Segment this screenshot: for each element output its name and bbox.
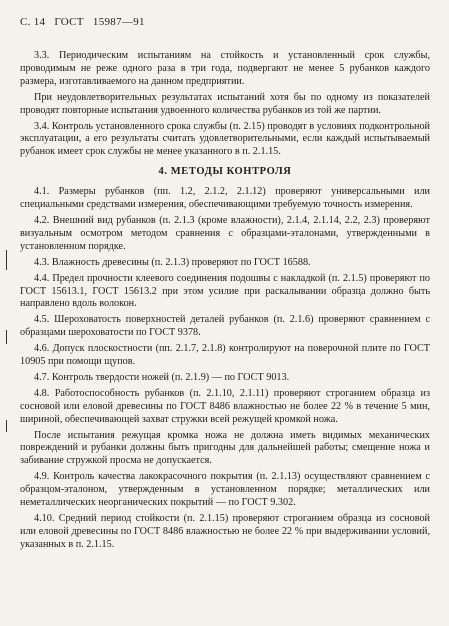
paragraph-4-8: 4.8. Работоспособность рубанков (п. 2.1.10, 2.1.11) проверяют строганием образца из сосновой или еловой древесины по ГОСТ 8486 влажностью не более 22 % в течение 5 мин, шириной, обеспечивающей захват стружки всей режущей кромкой ножа. [20, 387, 430, 425]
document-body [20, 50, 430, 555]
paragraph-4-6: 4.6. Допуск плоскостности (пп. 2.1.7, 2.1.8) контролируют на поверочной плите по ГОСТ 10905 при помощи щупов. [20, 343, 430, 368]
page-header [20, 16, 430, 28]
paragraph-4-2: 4.2. Внешний вид рубанков (п. 2.1.3 (кроме влажности), 2.1.4, 2.1.14, 2.2, 2.3) проверяют визуальным осмотром методом сравнения с образцами-эталонами, утвержденными в установленном порядке. [20, 214, 430, 252]
standard-label: ГОСТ [54, 16, 84, 28]
margin-mark [6, 250, 7, 270]
margin-mark [6, 420, 7, 432]
paragraph-3-4: 3.4. Контроль установленного срока службы (п. 2.15) проводят в условиях подконтрольной эксплуатации, а его результаты считать удовлетворительными, если каждый испытываемый рубанок имеет срок службы не менее указанного в п. 2.1.15. [20, 120, 430, 158]
paragraph-4-10: 4.10. Средний период стойкости (п. 2.1.15) проверяют строганием образца из сосновой или еловой древесины по ГОСТ 8486 влажностью не более 22 % при выдерживании условий, указанных в п. 2.1.15. [20, 513, 430, 550]
standard-number: 15987—91 [92, 16, 145, 28]
paragraph-4-5: 4.5. Шероховатость поверхностей деталей рубанков (п. 2.1.6) проверяют сравнением с образцами шероховатости по ГОСТ 9378. [20, 314, 430, 339]
margin-mark [6, 330, 7, 344]
paragraph-4-1: 4.1. Размеры рубанков (пп. 1.2, 2.1.2, 2.1.12) проверяют универсальными или специальными средствами измерения, обеспечивающими требуемую точность измерения. [20, 186, 430, 211]
section-title: 4. МЕТОДЫ КОНТРОЛЯ [158, 166, 292, 178]
paragraph-3-3-repeat: При неудовлетворительных результатах испытаний хотя бы по одному из показателей проводят повторные испытания удвоенного количества рубанков из той же партии. [20, 91, 430, 116]
paragraph-4-7: 4.7. Контроль твердости ножей (п. 2.1.9) — по ГОСТ 9013. [34, 371, 290, 383]
paragraph-4-4: 4.4. Предел прочности клеевого соединения подошвы с накладкой (п. 2.1.5) проверяют по ГОСТ 15613.1, ГОСТ 15613.2 при этом усилие при раскалывании образца должно быть направлено вдоль волокон. [20, 272, 430, 310]
paragraph-3-3: 3.3. Периодическим испытаниям на стойкость и установленный срок службы, проводимым не реже одного раза в три года, подвергают не менее 5 рубанков каждого размера, изготавливаемого на данном предприятии. [20, 50, 430, 87]
page-number: С. 14 [20, 16, 46, 28]
paragraph-4-8-after: После испытания режущая кромка ножа не должна иметь видимых механических повреждений и рубанки должны быть пригодны для дальнейшей работы; смещение ножа и забивание стружкой просма не допускается. [20, 429, 430, 467]
paragraph-4-3: 4.3. Влажность древесины (п. 2.1.3) проверяют по ГОСТ 16588. [34, 256, 311, 268]
paragraph-4-9: 4.9. Контроль качества лакокрасочного покрытия (п. 2.1.13) осуществляют сравнением с образцом-эталоном, утвержденным в установленном порядке; металлических или неметаллических неорганических покрытий — по ГОСТ 9.302. [20, 471, 430, 509]
